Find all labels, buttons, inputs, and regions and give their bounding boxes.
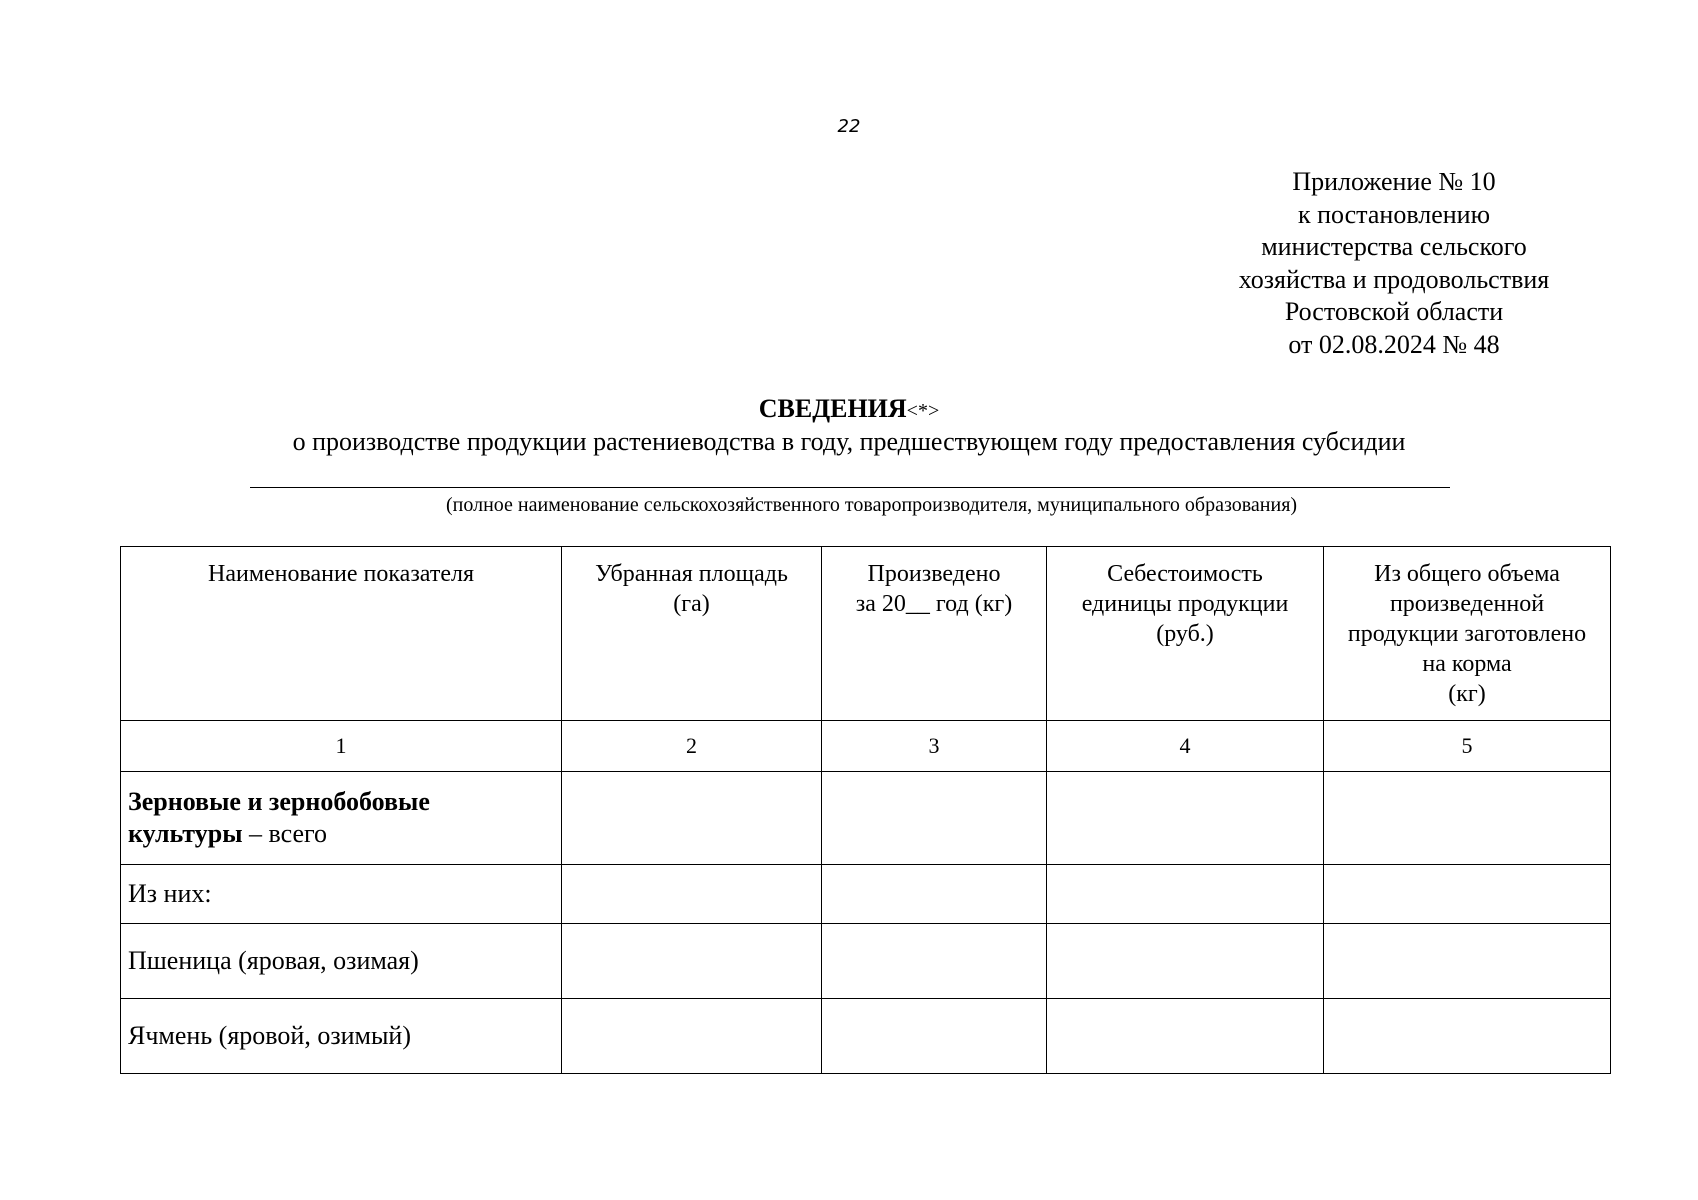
name-hint: (полное наименование сельскохозяйственного товаропроизводителя, муниципального образования) — [446, 494, 1298, 516]
footnote-mark: <*> — [906, 400, 940, 422]
data-cell[interactable] — [822, 772, 1047, 865]
appendix-line: министерства сельского — [1261, 232, 1527, 262]
header-text: единицы продукции — [1081, 591, 1289, 617]
appendix-line: хозяйства и продовольствия — [1238, 264, 1550, 294]
table-row — [121, 924, 1611, 999]
data-cell[interactable] — [1047, 772, 1324, 865]
document-subtitle: о производстве продукции растениеводства в году, предшествующем году предоставления субсидии — [292, 427, 1406, 456]
header-text: продукции заготовлено — [1347, 621, 1587, 647]
data-cell[interactable] — [1047, 999, 1324, 1074]
row-label: Пшеница (яровая, озимая) — [121, 924, 562, 999]
row-label — [121, 772, 562, 865]
header-row — [121, 547, 1611, 721]
header-cell — [822, 547, 1047, 721]
column-number-row — [121, 721, 1611, 772]
data-cell[interactable] — [1047, 924, 1324, 999]
page-number: 22 — [837, 116, 861, 137]
data-cell[interactable] — [822, 924, 1047, 999]
table-row — [121, 772, 1611, 865]
report-table — [120, 546, 1611, 1074]
data-cell[interactable] — [1324, 924, 1611, 999]
header-text: Наименование показателя — [208, 561, 474, 587]
data-cell[interactable] — [562, 924, 822, 999]
header-text: за 20__ год (кг) — [855, 591, 1013, 617]
table-row — [121, 999, 1611, 1074]
header-cell — [562, 547, 822, 721]
data-cell[interactable] — [562, 772, 822, 865]
header-text: Себестоимость — [1107, 561, 1263, 587]
row-label-bold: Зерновые и зернобобовые — [128, 787, 430, 816]
name-fill-line[interactable] — [250, 487, 1450, 488]
column-number: 3 — [822, 721, 1047, 772]
appendix-line: от 02.08.2024 № 48 — [1288, 329, 1500, 359]
row-label: Из них: — [121, 865, 562, 924]
appendix-line: Приложение № 10 — [1292, 167, 1496, 196]
header-cell — [121, 547, 562, 721]
data-cell[interactable] — [822, 999, 1047, 1074]
header-text: Из общего объема — [1374, 561, 1560, 587]
data-cell[interactable] — [562, 865, 822, 924]
header-cell — [1047, 547, 1324, 721]
header-text: (га) — [673, 591, 710, 617]
data-cell[interactable] — [562, 999, 822, 1074]
row-label-suffix: – всего — [242, 819, 328, 848]
row-label: Ячмень (яровой, озимый) — [121, 999, 562, 1074]
header-text: Произведено — [867, 561, 1001, 587]
header-text: (кг) — [1448, 681, 1486, 707]
data-cell[interactable] — [1324, 999, 1611, 1074]
header-text: на корма — [1422, 651, 1512, 677]
data-cell[interactable] — [1324, 865, 1611, 924]
title-main: СВЕДЕНИЯ — [758, 394, 907, 423]
column-number: 2 — [562, 721, 822, 772]
appendix-line: Ростовской области — [1284, 297, 1504, 327]
appendix-block — [1180, 166, 1608, 362]
appendix-line: к постановлению — [1297, 199, 1491, 229]
header-text: Убранная площадь — [595, 561, 788, 587]
column-number: 5 — [1324, 721, 1611, 772]
header-text: (руб.) — [1156, 621, 1214, 647]
data-cell[interactable] — [1324, 772, 1611, 865]
table-row — [121, 865, 1611, 924]
data-cell[interactable] — [822, 865, 1047, 924]
data-cell[interactable] — [1047, 865, 1324, 924]
document-title — [0, 393, 1698, 427]
header-cell — [1324, 547, 1611, 721]
header-text: произведенной — [1389, 591, 1545, 617]
column-number: 4 — [1047, 721, 1324, 772]
row-label-bold: культуры — [128, 819, 243, 848]
column-number: 1 — [121, 721, 562, 772]
